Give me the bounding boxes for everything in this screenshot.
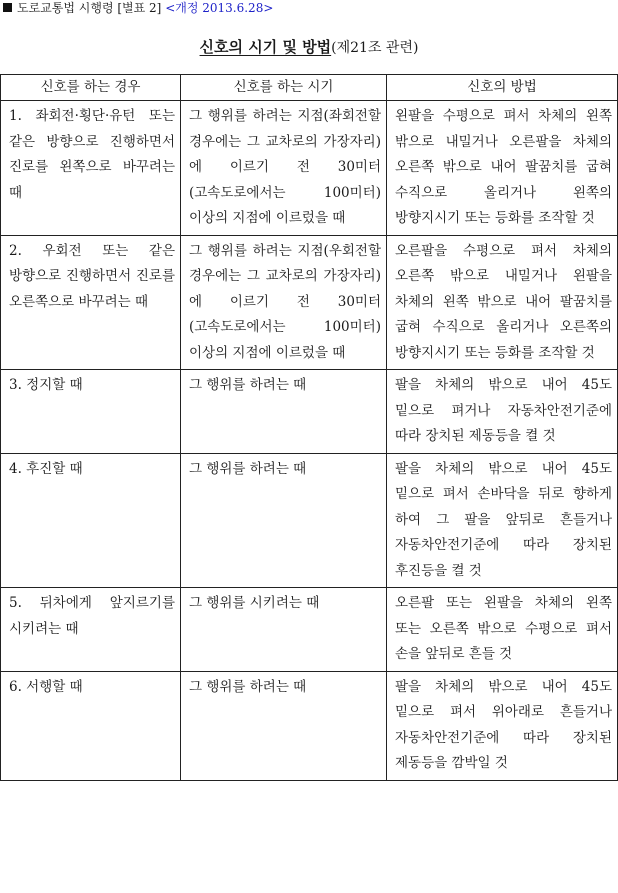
title-main: 신호의 시기 및 방법 xyxy=(199,38,332,56)
cell-timing: 그 행위를 하려는 지점(좌회전할 경우에는 그 교차로의 가장자리)에 이르기 전 30미터(고속도로에서는 100미터) 이상의 지점에 이르렀을 때 xyxy=(181,101,387,236)
square-bullet-icon xyxy=(3,3,12,12)
cell-timing: 그 행위를 시키려는 때 xyxy=(181,588,387,672)
column-header-case: 신호를 하는 경우 xyxy=(1,75,181,101)
cell-method: 팔을 차체의 밖으로 내어 45도 밑으로 펴서 손바닥을 뒤로 향하게 하여 그 팔을 앞뒤로 흔들거나 자동차안전기준에 따라 장치된 후진등을 켤 것 xyxy=(387,453,618,588)
cell-method: 오른팔 또는 왼팔을 차체의 왼쪽 또는 오른쪽 밖으로 수평으로 펴서 손을 앞뒤로 흔들 것 xyxy=(387,588,618,672)
cell-method: 오른팔을 수평으로 펴서 차체의 오른쪽 밖으로 내밀거나 왼팔을 차체의 왼쪽 밖으로 내어 팔꿈치를 굽혀 수직으로 올리거나 오른쪽의 방향지시기 또는 등화를 조작할 것 xyxy=(387,235,618,370)
table-row xyxy=(1,101,618,236)
document-title xyxy=(0,36,618,59)
table-header-row xyxy=(1,75,618,101)
cell-case: 3. 정지할 때 xyxy=(1,370,181,454)
cell-method: 왼팔을 수평으로 펴서 차체의 왼쪽 밖으로 내밀거나 오른팔을 차체의 오른쪽 밖으로 내어 팔꿈치를 굽혀 수직으로 올리거나 왼쪽의 방향지시기 또는 등화를 조작할 것 xyxy=(387,101,618,236)
table-row xyxy=(1,235,618,370)
column-header-timing: 신호를 하는 시기 xyxy=(181,75,387,101)
cell-timing: 그 행위를 하려는 때 xyxy=(181,453,387,588)
amendment-date-link[interactable]: <개정 2013.6.28> xyxy=(165,1,274,15)
table-row xyxy=(1,671,618,780)
cell-method: 팔을 차체의 밖으로 내어 45도 밑으로 펴서 위아래로 흔들거나 자동차안전기준에 따라 장치된 제동등을 깜박일 것 xyxy=(387,671,618,780)
cell-timing: 그 행위를 하려는 지점(우회전할 경우에는 그 교차로의 가장자리)에 이르기 전 30미터(고속도로에서는 100미터) 이상의 지점에 이르렀을 때 xyxy=(181,235,387,370)
cell-timing: 그 행위를 하려는 때 xyxy=(181,671,387,780)
table-row xyxy=(1,453,618,588)
column-header-method: 신호의 방법 xyxy=(387,75,618,101)
cell-case: 5. 뒤차에게 앞지르기를 시키려는 때 xyxy=(1,588,181,672)
cell-case: 4. 후진할 때 xyxy=(1,453,181,588)
document-header xyxy=(3,0,273,16)
cell-case: 2. 우회전 또는 같은 방향으로 진행하면서 진로를 오른쪽으로 바꾸려는 때 xyxy=(1,235,181,370)
table-row xyxy=(1,588,618,672)
title-sub: (제21조 관련) xyxy=(331,40,419,56)
cell-timing: 그 행위를 하려는 때 xyxy=(181,370,387,454)
cell-case: 6. 서행할 때 xyxy=(1,671,181,780)
law-reference: 도로교통법 시행령 [별표 2] xyxy=(17,1,162,15)
signal-rules-table xyxy=(0,74,618,781)
table-row xyxy=(1,370,618,454)
cell-case: 1. 좌회전·횡단·유턴 또는 같은 방향으로 진행하면서 진로를 왼쪽으로 바꾸려는 때 xyxy=(1,101,181,236)
cell-method: 팔을 차체의 밖으로 내어 45도 밑으로 펴거나 자동차안전기준에 따라 장치된 제동등을 켤 것 xyxy=(387,370,618,454)
